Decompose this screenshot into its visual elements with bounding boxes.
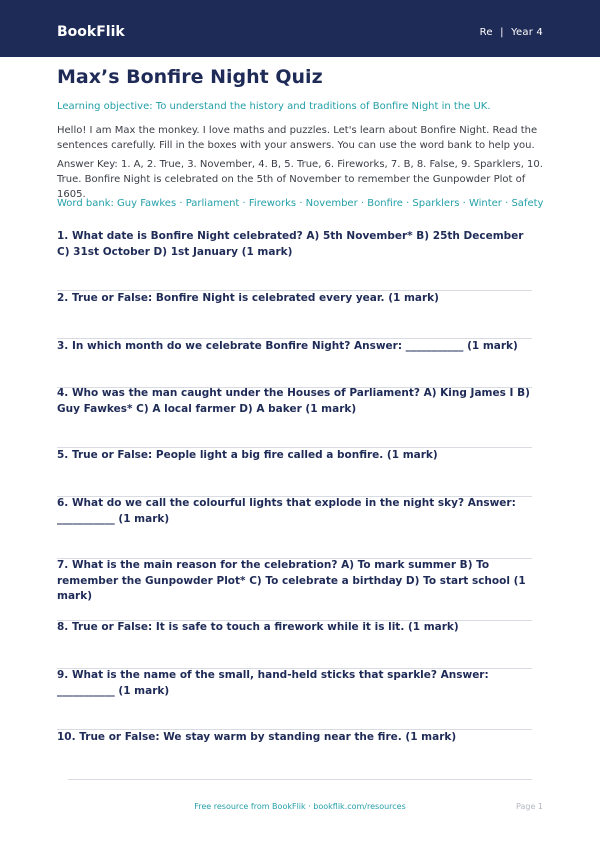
question-5: 5. True or False: People light a big fire called a bonfire. (1 mark) (57, 449, 438, 461)
question-8: 8. True or False: It is safe to touch a firework while it is lit. (1 mark) (57, 621, 459, 633)
answer-key: Answer Key: 1. A, 2. True, 3. November, 4. B, 5. True, 6. Fireworks, 7. B, 8. False, 9. Sparklers, 10. True. Bonfire Night is celebrated on the 5th of November to remember the Gunpowder Plot of 1605. (57, 159, 543, 200)
year-label: Year 4 (511, 27, 543, 38)
intro-text: Hello! I am Max the monkey. I love maths and puzzles. Let's learn about Bonfire Night. Read the sentences carefully. Fill in the boxes with your answers. You can use the word bank to help you. (57, 125, 538, 151)
page-title: Max’s Bonfire Night Quiz (57, 66, 323, 88)
question-6: 6. What do we call the colourful lights that explode in the night sky? Answer: ___________ (1 mark) (57, 497, 516, 525)
header-meta (480, 26, 543, 40)
question-10: 10. True or False: We stay warm by standing near the fire. (1 mark) (57, 731, 457, 743)
question-2: 2. True or False: Bonfire Night is celebrated every year. (1 mark) (57, 292, 439, 304)
page-header (0, 0, 600, 57)
question-3: 3. In which month do we celebrate Bonfire Night? Answer: ___________ (1 mark) (57, 340, 518, 352)
footer-credit: Free resource from BookFlik · bookflik.com/resources (194, 802, 406, 811)
learning-objective: Learning objective: To understand the history and traditions of Bonfire Night in the UK. (57, 101, 491, 112)
word-bank: Word bank: Guy Fawkes · Parliament · Fireworks · November · Bonfire · Sparklers · Winter · Safety (57, 198, 544, 209)
question-9: 9. What is the name of the small, hand-held sticks that sparkle? Answer: ___________ (1 mark) (57, 669, 489, 697)
question-1: 1. What date is Bonfire Night celebrated? A) 5th November* B) 25th December C) 31st October D) 1st January (1 mark) (57, 230, 524, 258)
question-7: 7. What is the main reason for the celebration? A) To mark summer B) To remember the Gunpowder Plot* C) To celebrate a birthday D) To start school (1 mark) (57, 559, 526, 602)
footer-divider (68, 779, 532, 780)
page-number: Page 1 (516, 802, 543, 811)
brand-logo: BookFlik (57, 24, 125, 40)
question-4: 4. Who was the man caught under the Houses of Parliament? A) King James I B) Guy Fawkes* C) A local farmer D) A baker (1 mark) (57, 387, 530, 415)
subject-label: Re (479, 27, 493, 38)
header-separator: | (500, 27, 504, 38)
